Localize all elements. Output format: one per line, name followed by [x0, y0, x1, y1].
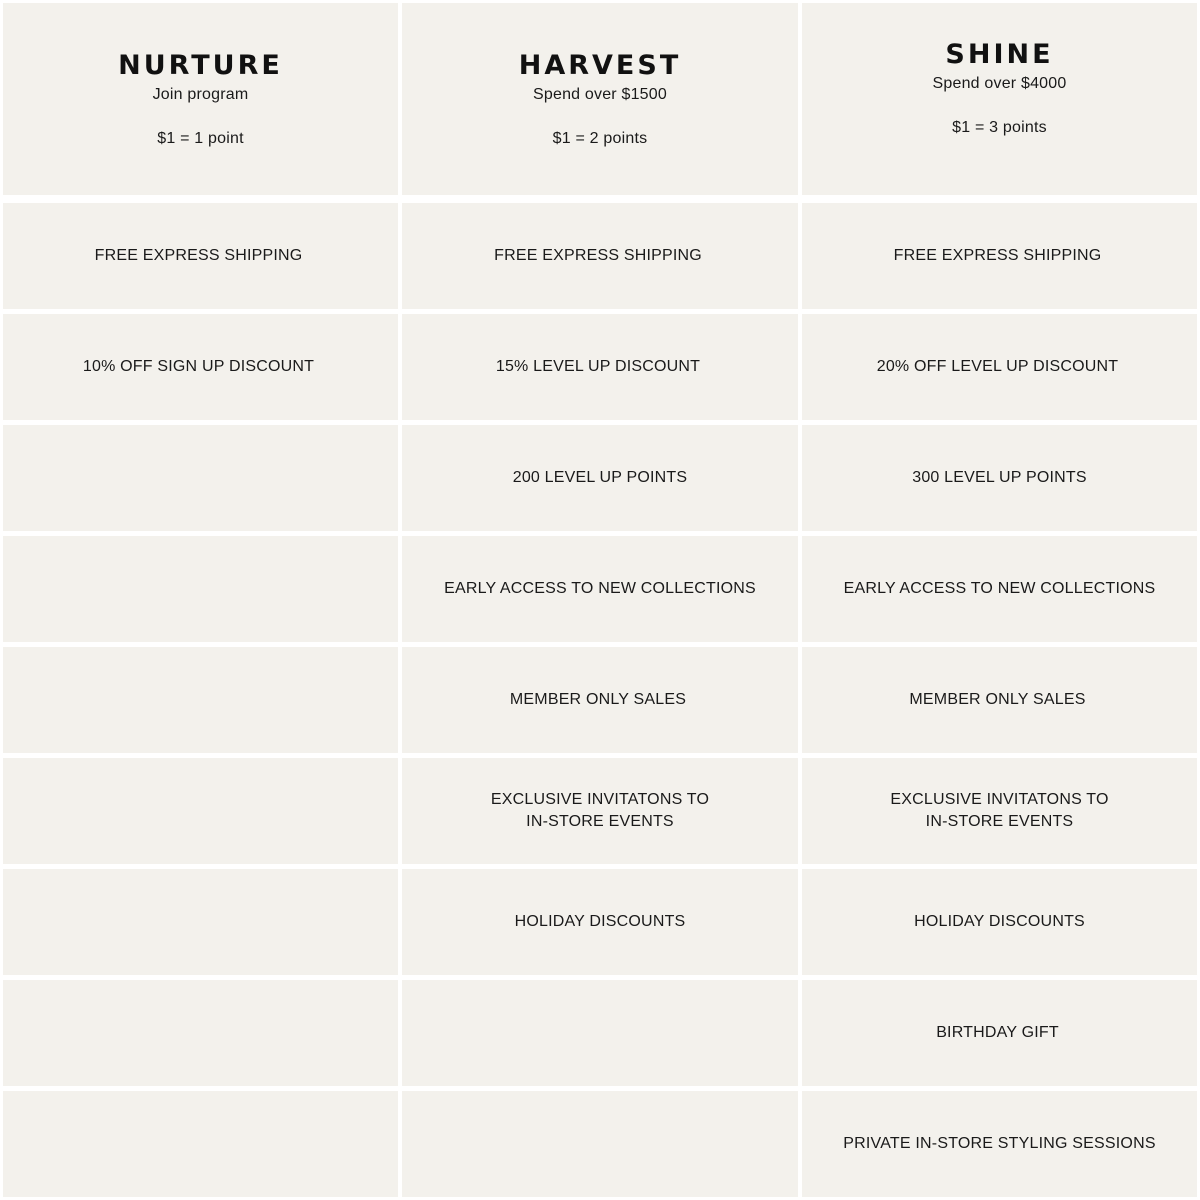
benefit-cell: HOLIDAY DISCOUNTS — [402, 869, 798, 975]
benefit-cell: BIRTHDAY GIFT — [802, 980, 1197, 1086]
benefit-cell: MEMBER ONLY SALES — [402, 647, 798, 753]
tier-rate: $1 = 1 point — [157, 130, 244, 147]
benefit-cell — [3, 536, 398, 642]
benefit-cell: 10% OFF SIGN UP DISCOUNT — [3, 314, 398, 420]
benefit-cell: MEMBER ONLY SALES — [802, 647, 1197, 753]
benefit-cell — [3, 1091, 398, 1197]
tier-name: HARVEST — [518, 50, 682, 81]
tier-requirement: Join program — [152, 86, 249, 103]
benefit-cell: EXCLUSIVE INVITATONS TO IN-STORE EVENTS — [402, 758, 798, 864]
benefit-cell: 300 LEVEL UP POINTS — [802, 425, 1197, 531]
benefit-cell: FREE EXPRESS SHIPPING — [802, 203, 1197, 309]
tier-header-nurture — [3, 3, 398, 195]
benefit-cell — [3, 869, 398, 975]
benefit-cell: EARLY ACCESS TO NEW COLLECTIONS — [402, 536, 798, 642]
benefit-cell — [3, 980, 398, 1086]
benefit-cell: 200 LEVEL UP POINTS — [402, 425, 798, 531]
tier-header-harvest — [402, 3, 798, 195]
benefit-cell: FREE EXPRESS SHIPPING — [3, 203, 398, 309]
benefit-cell — [402, 980, 798, 1086]
benefit-cell: PRIVATE IN-STORE STYLING SESSIONS — [802, 1091, 1197, 1197]
benefit-cell — [3, 758, 398, 864]
benefit-cell: 15% LEVEL UP DISCOUNT — [402, 314, 798, 420]
benefit-cell: FREE EXPRESS SHIPPING — [402, 203, 798, 309]
tier-name: NURTURE — [118, 50, 283, 81]
benefit-cell — [3, 647, 398, 753]
benefit-cell: EARLY ACCESS TO NEW COLLECTIONS — [802, 536, 1197, 642]
benefit-cell: HOLIDAY DISCOUNTS — [802, 869, 1197, 975]
tier-header-shine — [802, 3, 1197, 195]
tier-rate: $1 = 3 points — [952, 119, 1047, 136]
tier-requirement: Spend over $4000 — [932, 75, 1067, 92]
tier-name: SHINE — [945, 39, 1054, 70]
benefit-cell — [402, 1091, 798, 1197]
benefit-cell — [3, 425, 398, 531]
benefit-cell: 20% OFF LEVEL UP DISCOUNT — [802, 314, 1197, 420]
tier-requirement: Spend over $1500 — [533, 86, 667, 103]
benefit-cell: EXCLUSIVE INVITATONS TO IN-STORE EVENTS — [802, 758, 1197, 864]
tier-rate: $1 = 2 points — [552, 130, 648, 147]
